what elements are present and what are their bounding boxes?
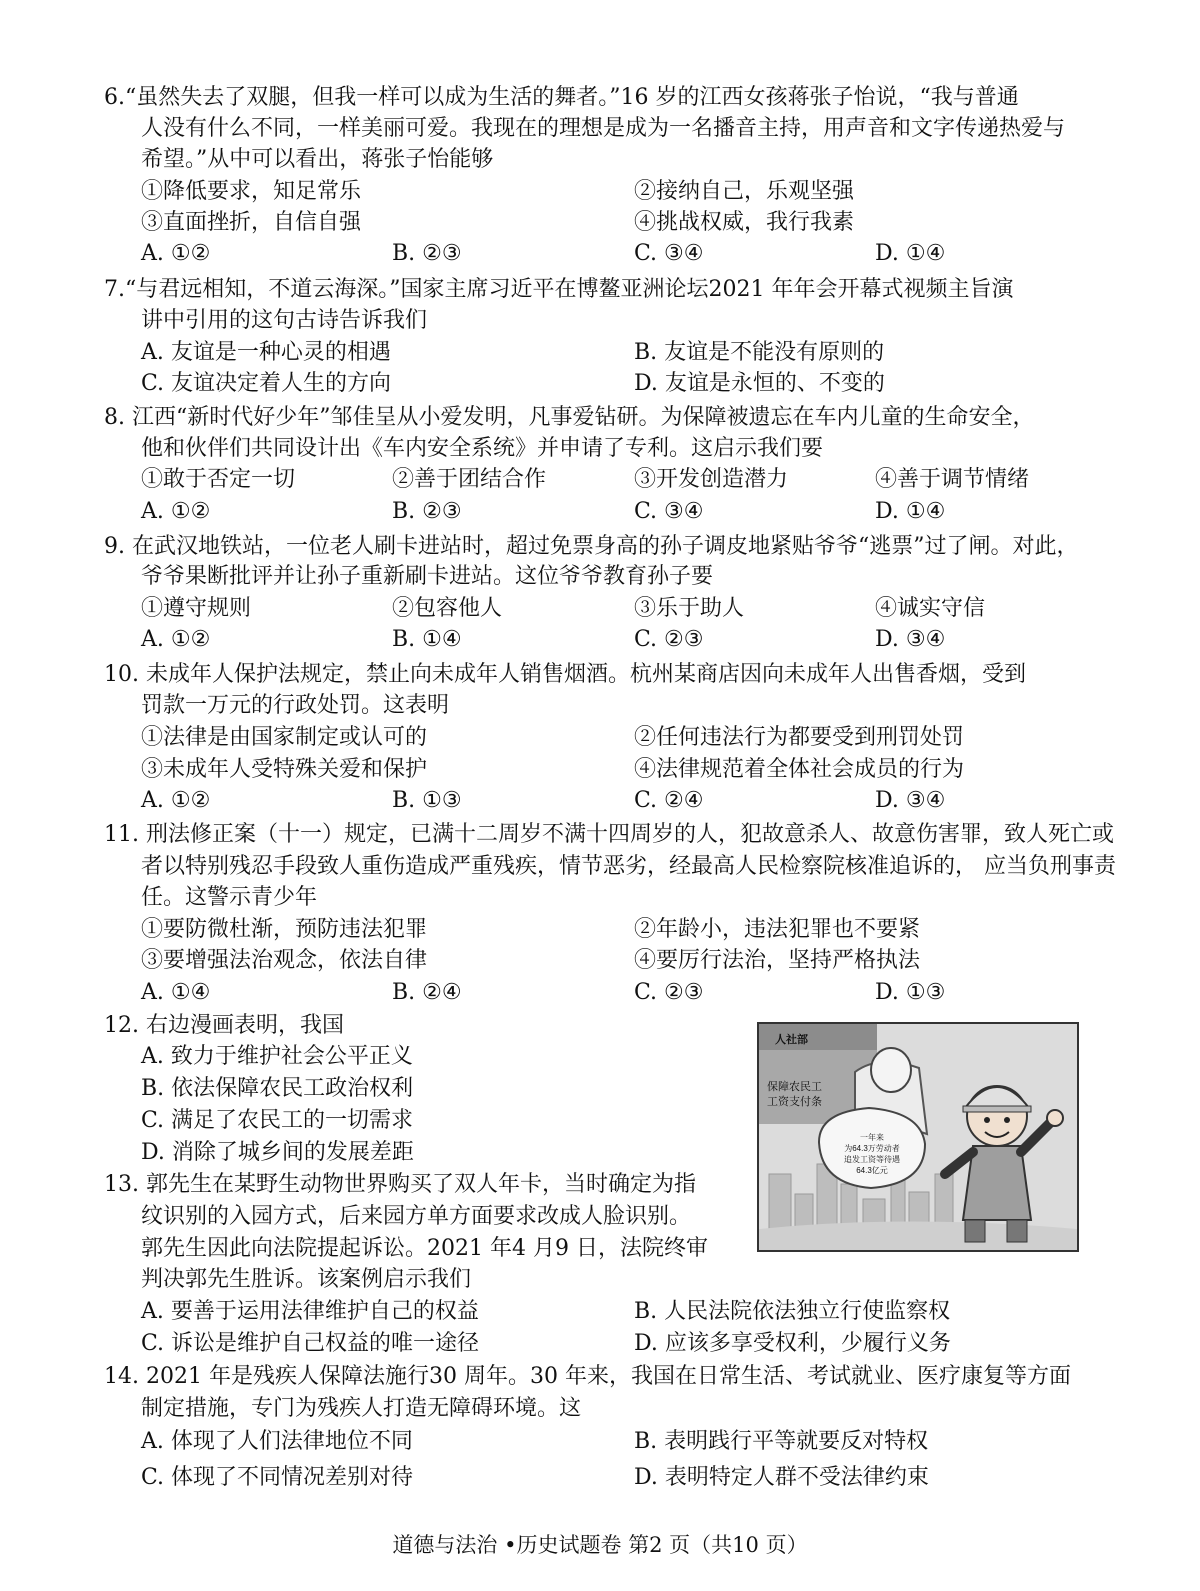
q13-stem-line-3: 郭先生因此向法院提起诉讼。2021 年4 月9 日，法院终审 bbox=[141, 1236, 708, 1261]
q10-option-d: D. ③④ bbox=[875, 788, 946, 813]
cartoon-image bbox=[757, 1022, 1079, 1252]
q11-option-a: A. ①④ bbox=[141, 980, 211, 1005]
q8-item-1: ①敢于否定一切 bbox=[141, 467, 296, 492]
q13-option-c: C. 诉讼是维护自己权益的唯一途径 bbox=[141, 1331, 480, 1356]
q7-option-b: B. 友谊是不能没有原则的 bbox=[634, 340, 885, 365]
q6-item-3: ③直面挫折，自信自强 bbox=[141, 210, 362, 235]
q8-stem-line-2: 他和伙伴们共同设计出《车内安全系统》并申请了专利。这启示我们要 bbox=[141, 436, 824, 461]
q8-item-3: ③开发创造潜力 bbox=[634, 467, 789, 492]
q7-stem-line-1: 7.“与君远相知，不道云海深。”国家主席习近平在博鳌亚洲论坛2021 年年会开幕式视频主旨演 bbox=[104, 277, 1014, 302]
q13-stem-line-2: 纹识别的入园方式，后来园方单方面要求改成人脸识别。 bbox=[141, 1204, 692, 1229]
q13-option-a: A. 要善于运用法律维护自己的权益 bbox=[141, 1299, 479, 1324]
q10-stem-line-1: 10. 未成年人保护法规定，禁止向未成年人销售烟酒。杭州某商店因向未成年人出售香烟，受到 bbox=[104, 662, 1026, 687]
q10-item-4: ④法律规范着全体社会成员的行为 bbox=[634, 757, 965, 782]
q9-item-1: ①遵守规则 bbox=[141, 596, 252, 621]
q9-item-2: ②包容他人 bbox=[392, 596, 503, 621]
q8-option-c: C. ③④ bbox=[634, 499, 704, 524]
q7-option-c: C. 友谊决定着人生的方向 bbox=[141, 371, 392, 396]
q9-stem-line-2: 爷爷果断批评并让孙子重新刷卡进站。这位爷爷教育孙子要 bbox=[141, 564, 714, 589]
q6-option-d: D. ①④ bbox=[875, 241, 946, 266]
q6-item-4: ④挑战权威，我行我素 bbox=[634, 210, 855, 235]
q11-item-4: ④要厉行法治，坚持严格执法 bbox=[634, 948, 921, 973]
q14-option-a: A. 体现了人们法律地位不同 bbox=[141, 1429, 413, 1454]
q12-stem-line-1: 12. 右边漫画表明，我国 bbox=[104, 1013, 344, 1038]
cartoon-note-line-2: 工资支付条 bbox=[767, 1096, 822, 1108]
q12-option-b: B. 依法保障农民工政治权利 bbox=[141, 1076, 414, 1101]
q8-option-a: A. ①② bbox=[141, 499, 211, 524]
q11-item-3: ③要增强法治观念，依法自律 bbox=[141, 948, 428, 973]
q10-item-3: ③未成年人受特殊关爱和保护 bbox=[141, 757, 428, 782]
q8-option-b: B. ②③ bbox=[392, 499, 462, 524]
q8-item-2: ②善于团结合作 bbox=[392, 467, 547, 492]
q9-item-4: ④诚实守信 bbox=[875, 596, 986, 621]
q10-option-a: A. ①② bbox=[141, 788, 211, 813]
q9-option-b: B. ①④ bbox=[392, 627, 462, 652]
q13-option-b: B. 人民法院依法独立行使监察权 bbox=[634, 1299, 951, 1324]
cartoon-bag-line-3: 追发工资等待遇 bbox=[844, 1155, 900, 1164]
q11-option-b: B. ②④ bbox=[392, 980, 462, 1005]
q9-stem-line-1: 9. 在武汉地铁站，一位老人刷卡进站时，超过免票身高的孙子调皮地紧贴爷爷“逃票”过了闸。对此， bbox=[104, 534, 1079, 559]
q6-option-b: B. ②③ bbox=[392, 241, 462, 266]
q6-stem-line-3: 希望。”从中可以看出，蒋张子怡能够 bbox=[141, 147, 494, 172]
q10-item-1: ①法律是由国家制定或认可的 bbox=[141, 725, 428, 750]
q13-stem-line-1: 13. 郭先生在某野生动物世界购买了双人年卡，当时确定为指 bbox=[104, 1172, 696, 1197]
q10-option-c: C. ②④ bbox=[634, 788, 704, 813]
q6-option-c: C. ③④ bbox=[634, 241, 704, 266]
q7-option-d: D. 友谊是永恒的、不变的 bbox=[634, 371, 885, 396]
q11-item-1: ①要防微杜渐，预防违法犯罪 bbox=[141, 917, 428, 942]
cartoon-bag-line-4: 64.3亿元 bbox=[856, 1166, 888, 1175]
q11-option-d: D. ①③ bbox=[875, 980, 946, 1005]
q13-stem-line-4: 判决郭先生胜诉。该案例启示我们 bbox=[141, 1267, 472, 1292]
q14-option-c: C. 体现了不同情况差别对待 bbox=[141, 1465, 414, 1490]
q14-option-d: D. 表明特定人群不受法律约束 bbox=[634, 1465, 929, 1490]
q14-stem-line-1: 14. 2021 年是残疾人保障法施行30 周年。30 年来，我国在日常生活、考试就业、医疗康复等方面 bbox=[104, 1364, 1071, 1389]
q6-option-a: A. ①② bbox=[141, 241, 211, 266]
q11-option-c: C. ②③ bbox=[634, 980, 704, 1005]
q12-option-c: C. 满足了农民工的一切需求 bbox=[141, 1108, 414, 1133]
q9-option-c: C. ②③ bbox=[634, 627, 704, 652]
q13-option-d: D. 应该多享受权利，少履行义务 bbox=[634, 1331, 951, 1356]
q7-stem-line-2: 讲中引用的这句古诗告诉我们 bbox=[141, 308, 428, 333]
q8-item-4: ④善于调节情绪 bbox=[875, 467, 1030, 492]
cartoon-sign-text: 人社部 bbox=[775, 1034, 808, 1046]
q6-item-1: ①降低要求，知足常乐 bbox=[141, 179, 362, 204]
q6-stem-line-2: 人没有什么不同，一样美丽可爱。我现在的理想是成为一名播音主持，用声音和文字传递热爱与 bbox=[141, 116, 1066, 141]
money-bag-top bbox=[871, 1048, 911, 1092]
q9-option-d: D. ③④ bbox=[875, 627, 946, 652]
q14-stem-line-2: 制定措施，专门为残疾人打造无障碍环境。这 bbox=[141, 1396, 582, 1421]
q11-stem-line-1: 11. 刑法修正案（十一）规定，已满十二周岁不满十四周岁的人，犯故意杀人、故意伤害罪，致人死亡或 bbox=[104, 822, 1114, 847]
q12-option-d: D. 消除了城乡间的发展差距 bbox=[141, 1140, 414, 1165]
q11-stem-line-2: 者以特别残忍手段致人重伤造成严重残疾，情节恶劣，经最高人民检察院核准追诉的， 应当负刑事责 bbox=[141, 854, 1116, 879]
q6-item-2: ②接纳自己，乐观坚强 bbox=[634, 179, 855, 204]
q10-stem-line-2: 罚款一万元的行政处罚。这表明 bbox=[141, 693, 450, 718]
page-footer: 道德与法治 •历史试题卷 第2 页（共10 页） bbox=[392, 1533, 808, 1557]
q10-option-b: B. ①③ bbox=[392, 788, 462, 813]
cartoon-note-line-1: 保障农民工 bbox=[767, 1081, 822, 1093]
q11-stem-line-3: 任。这警示青少年 bbox=[141, 885, 318, 910]
q8-stem-line-1: 8. 江西“新时代好少年”邹佳呈从小爱发明，凡事爱钻研。为保障被遗忘在车内儿童的生命安全， bbox=[104, 405, 1035, 430]
q9-item-3: ③乐于助人 bbox=[634, 596, 745, 621]
cartoon-bag-line-1: 一年来 bbox=[860, 1133, 884, 1142]
q12-option-a: A. 致力于维护社会公平正义 bbox=[141, 1044, 413, 1069]
q7-option-a: A. 友谊是一种心灵的相遇 bbox=[141, 340, 391, 365]
cartoon-illustration bbox=[759, 1024, 1077, 1250]
q8-option-d: D. ①④ bbox=[875, 499, 946, 524]
q10-item-2: ②任何违法行为都要受到刑罚处罚 bbox=[634, 725, 965, 750]
q11-item-2: ②年龄小，违法犯罪也不要紧 bbox=[634, 917, 921, 942]
q9-option-a: A. ①② bbox=[141, 627, 211, 652]
cartoon-bag-line-2: 为64.3万劳动者 bbox=[844, 1144, 900, 1153]
q6-stem-line-1: 6.“虽然失去了双腿，但我一样可以成为生活的舞者。”16 岁的江西女孩蒋张子怡说，“我与普通 bbox=[104, 85, 1019, 110]
q14-option-b: B. 表明践行平等就要反对特权 bbox=[634, 1429, 929, 1454]
